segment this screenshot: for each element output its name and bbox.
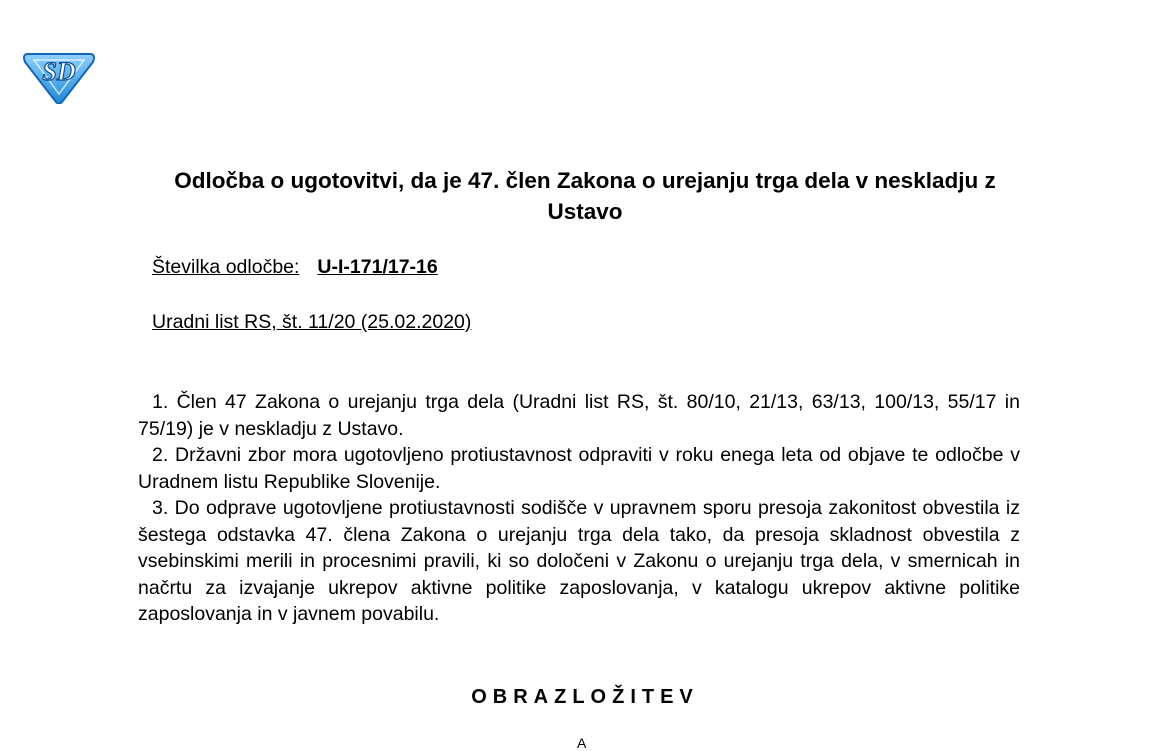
decision-number-line xyxy=(152,255,438,279)
document-title: Odločba o ugotovitvi, da je 47. člen Zakona o urejanju trga dela v neskladju z Ustavo xyxy=(174,168,996,224)
section-marker: A xyxy=(577,735,587,751)
reasoning-heading: OBRAZLOŽITEV xyxy=(471,686,699,708)
operative-point-1: 1. Člen 47 Zakona o urejanju trga dela (Uradni list RS, št. 80/10, 21/13, 63/13, 100/13, 55/17 in 75/19) je v neskladju z Ustavo. xyxy=(138,391,1020,440)
decision-number-label: Številka odločbe: xyxy=(152,256,300,278)
decision-number: U-I-171/17-16 xyxy=(317,256,438,278)
gazette-reference: Uradni list RS, št. 11/20 (25.02.2020) xyxy=(152,311,472,333)
logo-shield-icon xyxy=(22,48,96,104)
operative-point-3: 3. Do odprave ugotovljene protiustavnosti sodišče v upravnem sporu presoja zakonitost obvestila iz šestega odstavka 47. člena Zakona o urejanju trga dela tako, da presoja skladnost obvestila z vsebinskimi merili in procesnimi pravili, ki so določeni v Zakonu o urejanju trga dela, v smernicah in načrtu za izvajanje ukrepov aktivne politike zaposlovanja, v katalogu ukrepov aktivne politike zaposlovanja in v javnem povabilu. xyxy=(138,497,1020,625)
logo-text: SD xyxy=(42,57,76,86)
constitutional-court-logo xyxy=(22,48,96,104)
operative-points xyxy=(138,389,1020,628)
operative-point-2: 2. Državni zbor mora ugotovljeno protiustavnost odpraviti v roku enega leta od objave te odločbe v Uradnem listu Republike Slovenije. xyxy=(138,444,1020,493)
